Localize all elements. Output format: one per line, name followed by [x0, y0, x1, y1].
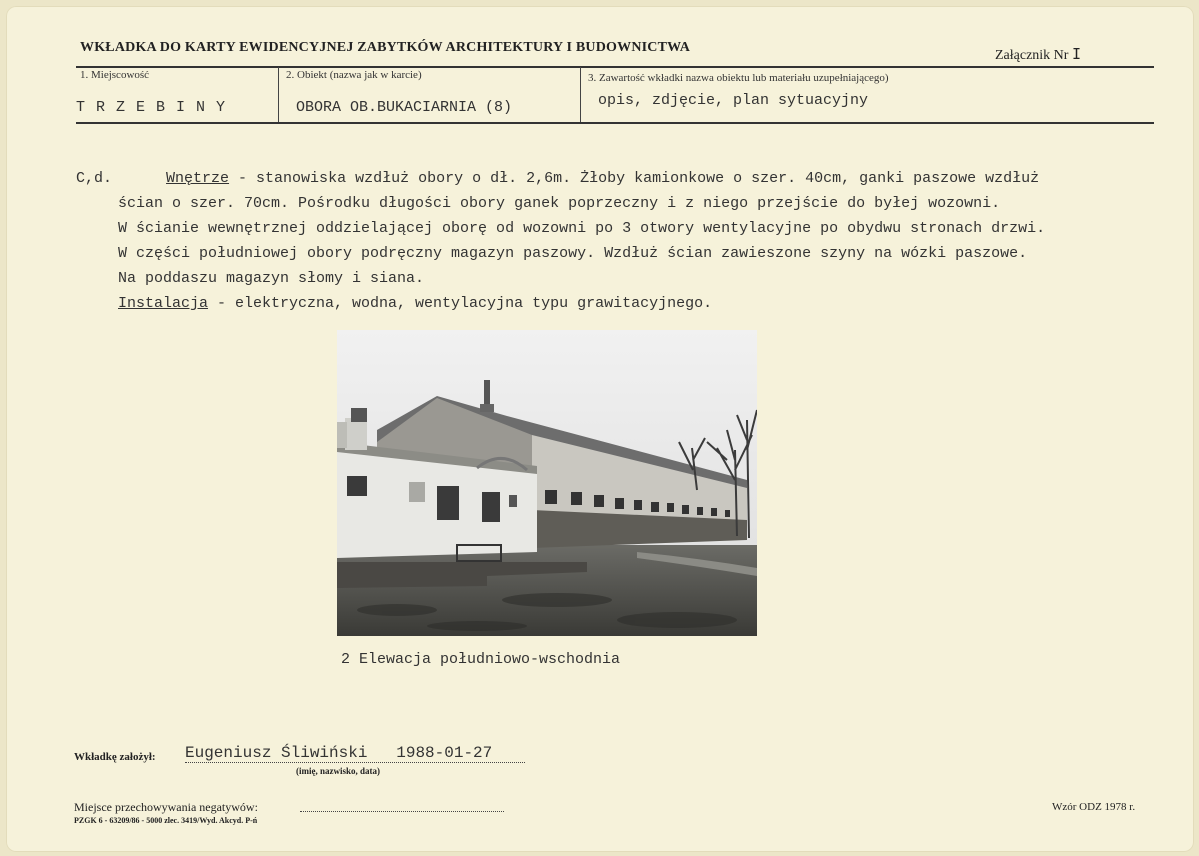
form-model: Wzór ODZ 1978 r. [1052, 801, 1136, 813]
body-line-6 [118, 291, 712, 316]
negatives-label: Miejsce przechowywania negatywów: [74, 800, 258, 814]
photo-caption: 2 Elewacja południowo-wschodnia [341, 651, 621, 668]
created-by-hint: (imię, nazwisko, data) [296, 766, 380, 776]
form-title: WKŁADKA DO KARTY EWIDENCYJNEJ ZABYTKÓW ARCHITEKTURY I BUDOWNICTWA [80, 40, 691, 55]
content-value: opis, zdjęcie, plan sytuacyjny [598, 92, 869, 109]
locality-value: T R Z E B I N Y [76, 99, 227, 116]
building-photo-drawing [337, 330, 757, 636]
object-value: OBORA OB.BUKACIARNIA (8) [296, 99, 513, 116]
field-divider-2 [580, 67, 581, 122]
body-line-5: Na poddaszu magazyn słomy i siana. [118, 270, 425, 287]
body-line-2: ścian o szer. 70cm. Pośrodku długości obory ganek poprzeczny i z niego przejście do byłej wozowni. [118, 195, 1001, 212]
object-label: 2. Obiekt (nazwa jak w karcie) [286, 69, 422, 81]
body-line-3: W ścianie wewnętrznej oddzielającej oborę od wozowni po 3 otwory wentylacyjne po obydwu stronach drzwi. [118, 220, 1046, 237]
body-line-1-text: - stanowiska wzdłuż obory o dł. 2,6m. Żłoby kamionkowe o szer. 40cm, ganki paszowe wzdłuż [229, 170, 1040, 187]
annex-value: I [1071, 45, 1081, 63]
negatives-field-line [300, 810, 504, 812]
interior-heading: Wnętrze [166, 170, 230, 187]
building-photo [337, 330, 757, 636]
print-info: PZGK 6 - 63209/86 - 5000 zlec. 3419/Wyd. Akcyd. P-ń [74, 816, 258, 825]
header-rule-bottom [76, 122, 1154, 124]
created-by-label: Wkładkę założył: [74, 751, 156, 763]
body-prefix: C,d. [76, 170, 113, 187]
body-line-4: W części południowej obory podręczny magazyn paszowy. Wzdłuż ścian zawieszone szyny na wózki paszowe. [118, 245, 1028, 262]
installation-heading: Instalacja [118, 295, 209, 312]
annex-label: Załącznik Nr [995, 48, 1069, 63]
body-line-1 [76, 166, 1039, 191]
annex-number [995, 45, 1081, 64]
created-by-value: Eugeniusz Śliwiński 1988-01-27 [185, 744, 525, 763]
content-label: 3. Zawartość wkładki nazwa obiektu lub materiału uzupełniającego) [588, 72, 889, 84]
body-line-6-text: - elektryczna, wodna, wentylacyjna typu grawitacyjnego. [208, 295, 713, 312]
locality-label: 1. Miejscowość [80, 69, 150, 81]
field-divider-1 [278, 67, 279, 122]
header-rule-top [76, 66, 1154, 68]
